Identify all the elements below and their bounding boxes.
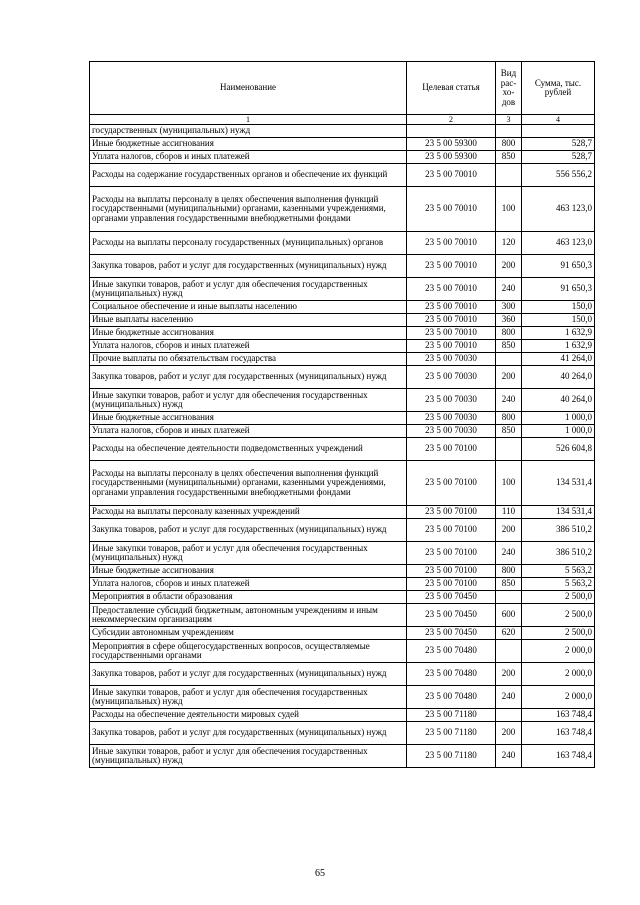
row-code-cell: 23 5 00 70010	[407, 232, 496, 255]
row-name-cell: Иные закупки товаров, работ и услуг для обеспечения государственных (муниципальных) нужд	[90, 542, 407, 565]
row-name-cell: Иные бюджетные ассигнования	[90, 565, 407, 578]
row-name-cell: Расходы на выплаты персоналу государственных (муниципальных) органов	[90, 232, 407, 255]
row-code-cell: 23 5 00 70010	[407, 301, 496, 314]
row-name-cell: Иные бюджетные ассигнования	[90, 412, 407, 425]
row-name-cell: Иные выплаты населению	[90, 314, 407, 327]
row-sum-cell: 2 000,0	[522, 686, 595, 709]
row-name-cell: Расходы на выплаты персоналу казенных учреждений	[90, 506, 407, 519]
table-row	[90, 187, 595, 232]
row-sum-cell: 1 000,0	[522, 425, 595, 438]
row-code-cell: 23 5 00 70100	[407, 565, 496, 578]
row-name-cell: Расходы на выплаты персоналу в целях обеспечения выполнения функций государственными (муниципальными) органами, казенными учреждениями, органами управления государственными внебюджетными фондами	[90, 187, 407, 232]
table-row	[90, 686, 595, 709]
row-code-cell: 23 5 00 70010	[407, 340, 496, 353]
row-type-cell	[496, 353, 522, 366]
row-sum-cell: 5 563,2	[522, 578, 595, 591]
table-row	[90, 519, 595, 542]
row-name-cell: государственных (муниципальных) нужд	[90, 125, 407, 138]
row-code-cell: 23 5 00 70030	[407, 353, 496, 366]
row-code-cell: 23 5 00 70100	[407, 542, 496, 565]
header-number-4: 4	[522, 115, 595, 125]
row-name-cell: Иные закупки товаров, работ и услуг для обеспечения государственных (муниципальных) нужд	[90, 278, 407, 301]
row-code-cell: 23 5 00 70010	[407, 164, 496, 187]
row-name-cell: Уплата налогов, сборов и иных платежей	[90, 578, 407, 591]
row-code-cell: 23 5 00 70100	[407, 438, 496, 461]
row-type-cell: 850	[496, 425, 522, 438]
row-type-cell: 800	[496, 327, 522, 340]
table-row	[90, 327, 595, 340]
row-code-cell: 23 5 00 70480	[407, 663, 496, 686]
row-code-cell: 23 5 00 59300	[407, 138, 496, 151]
table-row	[90, 314, 595, 327]
row-type-cell: 850	[496, 151, 522, 164]
table-row	[90, 709, 595, 722]
row-type-cell	[496, 438, 522, 461]
row-sum-cell: 163 748,4	[522, 709, 595, 722]
row-sum-cell: 91 650,3	[522, 255, 595, 278]
table-row	[90, 461, 595, 506]
row-type-cell: 100	[496, 461, 522, 506]
row-name-cell: Иные закупки товаров, работ и услуг для обеспечения государственных (муниципальных) нужд	[90, 686, 407, 709]
table-row	[90, 353, 595, 366]
header-name: Наименование	[90, 62, 407, 115]
row-code-cell: 23 5 00 70010	[407, 327, 496, 340]
header-type: Вид рас-хо-дов	[496, 62, 522, 115]
row-sum-cell: 40 264,0	[522, 389, 595, 412]
row-sum-cell: 463 123,0	[522, 187, 595, 232]
row-name-cell: Мероприятия в сфере общегосударственных вопросов, осуществляемые государственными органами	[90, 640, 407, 663]
table-header	[90, 62, 595, 125]
table-row	[90, 125, 595, 138]
table-row	[90, 138, 595, 151]
row-sum-cell: 41 264,0	[522, 353, 595, 366]
row-sum-cell: 40 264,0	[522, 366, 595, 389]
row-name-cell: Закупка товаров, работ и услуг для государственных (муниципальных) нужд	[90, 366, 407, 389]
row-name-cell: Мероприятия в области образования	[90, 591, 407, 604]
row-type-cell	[496, 125, 522, 138]
row-sum-cell: 528,7	[522, 138, 595, 151]
row-type-cell: 200	[496, 519, 522, 542]
row-type-cell: 240	[496, 542, 522, 565]
row-code-cell: 23 5 00 70100	[407, 578, 496, 591]
row-type-cell	[496, 640, 522, 663]
row-type-cell: 200	[496, 255, 522, 278]
row-sum-cell: 1 632,9	[522, 327, 595, 340]
row-name-cell: Расходы на обеспечение деятельности подведомственных учреждений	[90, 438, 407, 461]
row-type-cell: 850	[496, 578, 522, 591]
table-row	[90, 232, 595, 255]
row-sum-cell: 163 748,4	[522, 722, 595, 745]
row-name-cell: Иные бюджетные ассигнования	[90, 327, 407, 340]
row-sum-cell: 2 500,0	[522, 604, 595, 627]
row-code-cell: 23 5 00 70100	[407, 461, 496, 506]
row-sum-cell: 91 650,3	[522, 278, 595, 301]
row-type-cell: 200	[496, 366, 522, 389]
row-code-cell: 23 5 00 70030	[407, 389, 496, 412]
table-row	[90, 591, 595, 604]
row-code-cell: 23 5 00 70010	[407, 314, 496, 327]
table-row	[90, 278, 595, 301]
table-row	[90, 578, 595, 591]
table-row	[90, 506, 595, 519]
table-row	[90, 389, 595, 412]
row-type-cell	[496, 591, 522, 604]
row-type-cell: 800	[496, 412, 522, 425]
row-sum-cell: 526 604,8	[522, 438, 595, 461]
budget-table	[89, 61, 595, 768]
header-code: Целевая статья	[407, 62, 496, 115]
row-type-cell: 300	[496, 301, 522, 314]
row-sum-cell: 2 500,0	[522, 627, 595, 640]
row-sum-cell: 2 000,0	[522, 640, 595, 663]
budget-sheet	[89, 61, 594, 768]
row-type-cell: 850	[496, 340, 522, 353]
row-name-cell: Закупка товаров, работ и услуг для государственных (муниципальных) нужд	[90, 519, 407, 542]
row-name-cell: Закупка товаров, работ и услуг для государственных (муниципальных) нужд	[90, 722, 407, 745]
row-name-cell: Социальное обеспечение и иные выплаты населению	[90, 301, 407, 314]
row-type-cell: 200	[496, 722, 522, 745]
row-name-cell: Расходы на выплаты персоналу в целях обеспечения выполнения функций государственными (муниципальными) органами, казенными учреждениями, органами управления государственными внебюджетными фондами	[90, 461, 407, 506]
table-row	[90, 438, 595, 461]
table-body	[90, 125, 595, 768]
table-row	[90, 255, 595, 278]
row-type-cell: 800	[496, 565, 522, 578]
row-type-cell: 240	[496, 686, 522, 709]
row-sum-cell: 150,0	[522, 301, 595, 314]
row-type-cell	[496, 709, 522, 722]
row-type-cell: 240	[496, 278, 522, 301]
row-code-cell: 23 5 00 71180	[407, 709, 496, 722]
row-sum-cell	[522, 125, 595, 138]
row-name-cell: Расходы на содержание государственных органов и обеспечение их функций	[90, 164, 407, 187]
row-code-cell	[407, 125, 496, 138]
row-type-cell: 100	[496, 187, 522, 232]
table-row	[90, 301, 595, 314]
header-sum: Сумма, тыс. рублей	[522, 62, 595, 115]
row-name-cell: Закупка товаров, работ и услуг для государственных (муниципальных) нужд	[90, 663, 407, 686]
row-sum-cell: 386 510,2	[522, 542, 595, 565]
row-name-cell: Прочие выплаты по обязательствам государства	[90, 353, 407, 366]
row-sum-cell: 463 123,0	[522, 232, 595, 255]
row-name-cell: Иные закупки товаров, работ и услуг для обеспечения государственных (муниципальных) нужд	[90, 389, 407, 412]
row-code-cell: 23 5 00 70480	[407, 640, 496, 663]
table-row	[90, 640, 595, 663]
row-code-cell: 23 5 00 70030	[407, 366, 496, 389]
row-name-cell: Предоставление субсидий бюджетным, автономным учреждениям и иным некоммерческим организациям	[90, 604, 407, 627]
header-number-2: 2	[407, 115, 496, 125]
row-name-cell: Уплата налогов, сборов и иных платежей	[90, 425, 407, 438]
row-code-cell: 23 5 00 71180	[407, 722, 496, 745]
header-number-3: 3	[496, 115, 522, 125]
table-row	[90, 542, 595, 565]
row-type-cell: 110	[496, 506, 522, 519]
row-sum-cell: 1 632,9	[522, 340, 595, 353]
row-sum-cell: 528,7	[522, 151, 595, 164]
row-type-cell: 620	[496, 627, 522, 640]
row-type-cell: 360	[496, 314, 522, 327]
table-row	[90, 425, 595, 438]
row-code-cell: 23 5 00 70010	[407, 278, 496, 301]
row-name-cell: Иные закупки товаров, работ и услуг для обеспечения государственных (муниципальных) нужд	[90, 745, 407, 768]
row-type-cell: 200	[496, 663, 522, 686]
row-type-cell: 240	[496, 389, 522, 412]
row-sum-cell: 2 500,0	[522, 591, 595, 604]
table-row	[90, 604, 595, 627]
row-name-cell: Расходы на обеспечение деятельности мировых судей	[90, 709, 407, 722]
table-row	[90, 565, 595, 578]
row-code-cell: 23 5 00 71180	[407, 745, 496, 768]
row-code-cell: 23 5 00 70010	[407, 187, 496, 232]
row-code-cell: 23 5 00 70100	[407, 519, 496, 542]
page-number: 65	[315, 868, 325, 879]
row-sum-cell: 150,0	[522, 314, 595, 327]
row-code-cell: 23 5 00 70100	[407, 506, 496, 519]
row-name-cell: Иные бюджетные ассигнования	[90, 138, 407, 151]
row-sum-cell: 386 510,2	[522, 519, 595, 542]
row-type-cell: 120	[496, 232, 522, 255]
row-code-cell: 23 5 00 70480	[407, 686, 496, 709]
table-row	[90, 366, 595, 389]
row-code-cell: 23 5 00 70450	[407, 627, 496, 640]
table-row	[90, 722, 595, 745]
row-sum-cell: 163 748,4	[522, 745, 595, 768]
row-type-cell: 800	[496, 138, 522, 151]
row-type-cell: 600	[496, 604, 522, 627]
row-code-cell: 23 5 00 70450	[407, 591, 496, 604]
table-row	[90, 340, 595, 353]
row-name-cell: Субсидии автономным учреждениям	[90, 627, 407, 640]
row-type-cell: 240	[496, 745, 522, 768]
row-sum-cell: 1 000,0	[522, 412, 595, 425]
row-sum-cell: 134 531,4	[522, 461, 595, 506]
row-name-cell: Уплата налогов, сборов и иных платежей	[90, 340, 407, 353]
table-row	[90, 663, 595, 686]
row-code-cell: 23 5 00 70030	[407, 425, 496, 438]
row-code-cell: 23 5 00 70450	[407, 604, 496, 627]
row-code-cell: 23 5 00 59300	[407, 151, 496, 164]
header-number-1: 1	[90, 115, 407, 125]
table-row	[90, 627, 595, 640]
row-code-cell: 23 5 00 70010	[407, 255, 496, 278]
row-sum-cell: 2 000,0	[522, 663, 595, 686]
row-name-cell: Уплата налогов, сборов и иных платежей	[90, 151, 407, 164]
table-row	[90, 745, 595, 768]
row-name-cell: Закупка товаров, работ и услуг для государственных (муниципальных) нужд	[90, 255, 407, 278]
row-type-cell	[496, 164, 522, 187]
row-sum-cell: 134 531,4	[522, 506, 595, 519]
table-row	[90, 412, 595, 425]
row-code-cell: 23 5 00 70030	[407, 412, 496, 425]
table-row	[90, 164, 595, 187]
row-sum-cell: 556 556,2	[522, 164, 595, 187]
table-row	[90, 151, 595, 164]
row-sum-cell: 5 563,2	[522, 565, 595, 578]
